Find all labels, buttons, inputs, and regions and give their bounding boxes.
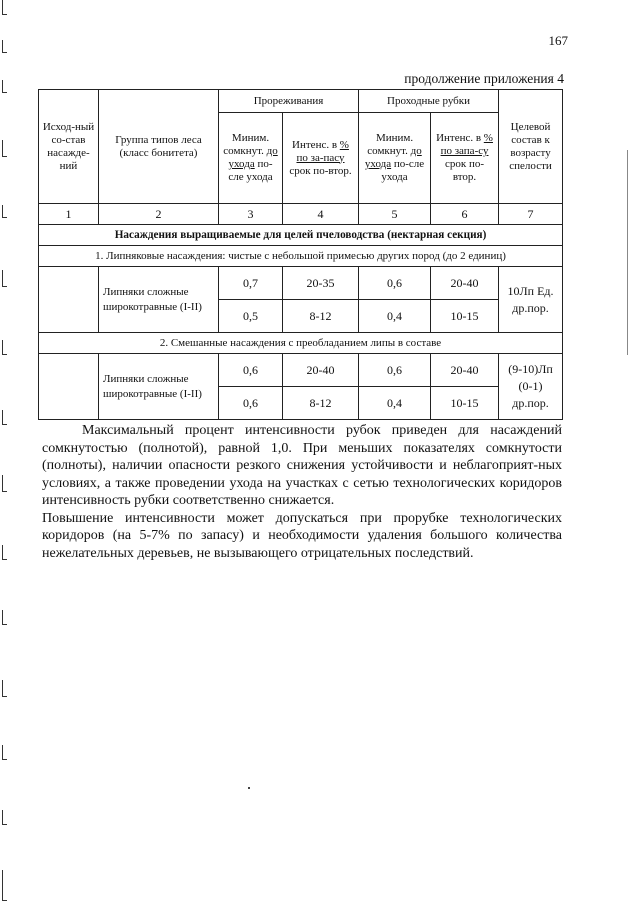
group-title: 1. Липняковые насаждения: чистые с небольшой примесью других пород (до 2 единиц) — [39, 246, 563, 267]
group-title: 2. Смешанные насаждения с преобладанием липы в составе — [39, 333, 563, 354]
header-row-1 — [39, 90, 563, 113]
header-pass-intensity: Интенс. в % по запа-су срок по-втор. — [431, 113, 499, 204]
paragraph-intensity-increase: Повышение интенсивности может допускаться при прорубке технологических коридоров (на 5-7% по запасу) и необходимости удаления большого количества нежелательных деревьев, не вызывающего отрицательных последствий. — [42, 510, 562, 561]
value-cell: 0,5 — [219, 300, 283, 333]
forest-type-cell: Липняки сложные широкотравные (I-II) — [99, 354, 219, 420]
right-margin-line — [627, 150, 628, 355]
header-pass-min-density: Миним. сомкнут. до ухода по-сле ухода — [359, 113, 431, 204]
value-cell: 8-12 — [283, 387, 359, 420]
column-number: 1 — [39, 204, 99, 225]
header-thin-min-density: Миним. сомкнут. до ухода по-сле ухода — [219, 113, 283, 204]
column-number: 7 — [499, 204, 563, 225]
stray-dot — [248, 787, 250, 789]
initial-composition-cell — [39, 267, 99, 333]
group-title-row — [39, 333, 563, 354]
target-composition-cell: (9-10)Лп (0-1) др.пор. — [499, 354, 563, 420]
column-number: 2 — [99, 204, 219, 225]
value-cell: 20-40 — [283, 354, 359, 387]
column-number-row — [39, 204, 563, 225]
header-passage-cuttings: Проходные рубки — [359, 90, 499, 113]
value-cell: 0,6 — [219, 354, 283, 387]
header-thin-intensity: Интенс. в % по за-пасу срок по-втор. — [283, 113, 359, 204]
body-text — [42, 422, 562, 562]
paragraph-max-intensity: Максимальный процент интенсивности рубок приведен для насаждений сомкнутостью (полнотой), равной 1,0. При меньших показателях сомкнутости (полноты), наличии опасности резкого снижения устойчивости и неблагоприят-ных условиях, а также проведении ухода на участках с сетью технологических коридоров интенсивность рубки соответственно снижается. — [42, 423, 562, 508]
value-cell: 20-40 — [431, 354, 499, 387]
section-title: Насаждения выращиваемые для целей пчеловодства (нектарная секция) — [39, 225, 563, 246]
forest-type-cell: Липняки сложные широкотравные (I-II) — [99, 267, 219, 333]
header-target-composition: Целевой состав к возрасту спелости — [499, 90, 563, 204]
group-title-row — [39, 246, 563, 267]
column-number: 4 — [283, 204, 359, 225]
value-cell: 10-15 — [431, 387, 499, 420]
table-row — [39, 354, 563, 387]
header-forest-type-group: Группа типов леса (класс бонитета) — [99, 90, 219, 204]
binding-margin-marks — [0, 0, 10, 905]
value-cell: 0,4 — [359, 300, 431, 333]
value-cell: 0,6 — [359, 354, 431, 387]
header-initial-composition: Исход-ный со-став насажде-ний — [39, 90, 99, 204]
section-title-row — [39, 225, 563, 246]
appendix-continuation-note: продолжение приложения 4 — [404, 71, 564, 86]
value-cell: 20-35 — [283, 267, 359, 300]
value-cell: 0,7 — [219, 267, 283, 300]
page-number: 167 — [548, 33, 568, 48]
header-thinning: Прореживания — [219, 90, 359, 113]
column-number: 6 — [431, 204, 499, 225]
column-number: 5 — [359, 204, 431, 225]
value-cell: 10-15 — [431, 300, 499, 333]
value-cell: 20-40 — [431, 267, 499, 300]
table-row — [39, 267, 563, 300]
thinning-regime-table — [38, 89, 562, 420]
value-cell: 8-12 — [283, 300, 359, 333]
target-composition-cell: 10Лп Ед. др.пор. — [499, 267, 563, 333]
value-cell: 0,4 — [359, 387, 431, 420]
initial-composition-cell — [39, 354, 99, 420]
value-cell: 0,6 — [219, 387, 283, 420]
column-number: 3 — [219, 204, 283, 225]
value-cell: 0,6 — [359, 267, 431, 300]
